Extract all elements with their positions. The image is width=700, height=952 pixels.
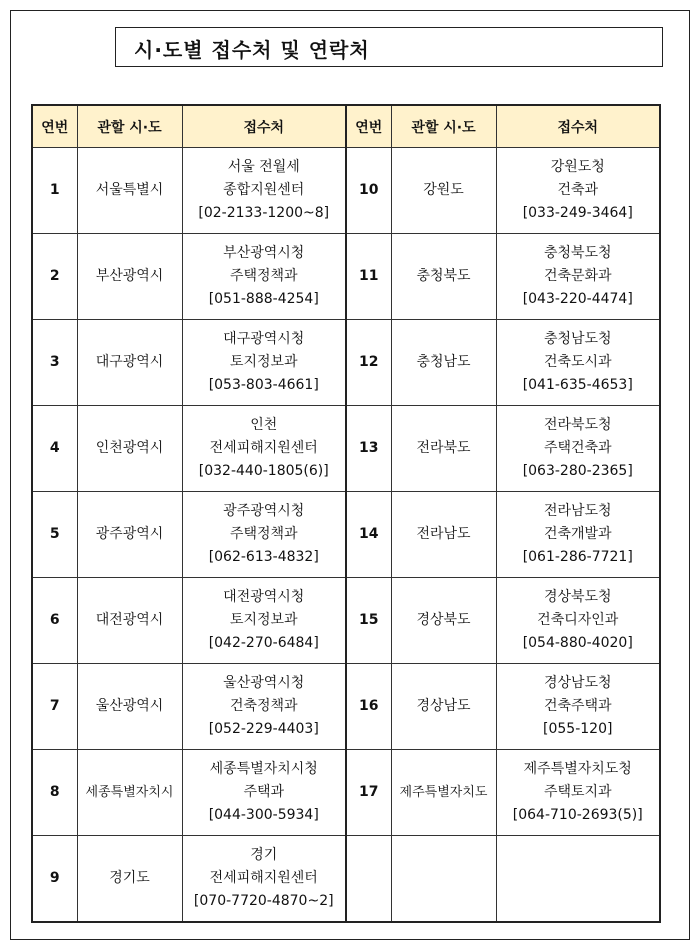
office-phone: [064-710-2693(5)]: [512, 807, 643, 823]
office-name-line: 인천: [250, 417, 278, 433]
table-row: [32, 234, 660, 320]
row-number-right: [346, 836, 391, 922]
office-name-line: 건축정책과: [229, 698, 298, 714]
table-row: [32, 492, 660, 578]
office-name-line: 전세피해지원센터: [209, 869, 318, 886]
office-name-line: 건축디자인과: [537, 612, 619, 628]
office-name-line: 주택정책과: [229, 526, 298, 542]
office-name-line: 건축과: [557, 182, 599, 198]
header-no-right: 연번: [346, 105, 391, 148]
office-name-line: 전라북도청: [543, 417, 612, 433]
region-cell-left: 대구광역시: [77, 320, 182, 406]
office-name-line: 건축주택과: [543, 698, 612, 714]
office-cell-left: [182, 492, 346, 578]
office-cell-right: [496, 320, 660, 406]
region-cell-left: 대전광역시: [77, 578, 182, 664]
office-cell-right: [496, 406, 660, 492]
office-name-line: 건축개발과: [543, 526, 612, 542]
office-cell-right: [496, 836, 660, 922]
table-row: [32, 664, 660, 750]
row-number-right: 16: [346, 664, 391, 750]
region-cell-left: 부산광역시: [77, 234, 182, 320]
office-name-line: 대전광역시청: [223, 589, 305, 605]
row-number-left: 7: [32, 664, 77, 750]
office-name-line: 전세피해지원센터: [209, 440, 318, 456]
office-phone: [062-613-4832]: [208, 549, 319, 565]
row-number-left: 1: [32, 148, 77, 234]
row-number-left: 2: [32, 234, 77, 320]
office-name-line: 제주특별자치도청: [523, 761, 632, 777]
office-cell-left: [182, 750, 346, 836]
region-cell-left: 서울특별시: [77, 148, 182, 234]
office-phone: [043-220-4474]: [522, 291, 633, 307]
header-region-right: 관할 시·도: [391, 105, 496, 148]
table-row: [32, 750, 660, 836]
office-phone: [033-249-3464]: [522, 205, 633, 221]
office-phone: [070-7720-4870~2]: [193, 892, 334, 909]
region-cell-left: 광주광역시: [77, 492, 182, 578]
row-number-left: 4: [32, 406, 77, 492]
row-number-right: 11: [346, 234, 391, 320]
office-name-line: 주택토지과: [543, 784, 612, 800]
office-cell-left: [182, 148, 346, 234]
office-name-line: 경상남도청: [543, 675, 612, 691]
office-name-line: 경기: [250, 846, 278, 863]
office-name-line: 건축도시과: [543, 354, 612, 370]
office-cell-left: [182, 578, 346, 664]
office-name-line: 세종특별자치시청: [209, 761, 318, 777]
region-cell-right: 충청북도: [391, 234, 496, 320]
office-cell-right: [496, 492, 660, 578]
office-cell-left: [182, 664, 346, 750]
office-cell-left: [182, 234, 346, 320]
region-cell-left: 경기도: [77, 836, 182, 922]
office-cell-right: [496, 750, 660, 836]
office-name-line: 대구광역시청: [223, 331, 305, 347]
office-phone: [042-270-6484]: [208, 635, 319, 651]
office-phone: [051-888-4254]: [208, 291, 319, 307]
table-row: [32, 148, 660, 234]
office-name-line: 충청북도청: [543, 245, 612, 261]
region-cell-right: 제주특별자치도: [391, 750, 496, 836]
office-name-line: 토지정보과: [229, 612, 298, 628]
office-name-line: 토지정보과: [229, 354, 298, 370]
header-region-left: 관할 시·도: [77, 105, 182, 148]
region-cell-right: 전라남도: [391, 492, 496, 578]
region-cell-right: 경상남도: [391, 664, 496, 750]
region-cell-left: 인천광역시: [77, 406, 182, 492]
office-phone: [041-635-4653]: [522, 377, 633, 393]
office-name-line: 강원도청: [550, 159, 605, 175]
office-name-line: 울산광역시청: [223, 675, 305, 691]
title-box: [115, 27, 663, 67]
row-number-right: 14: [346, 492, 391, 578]
office-phone: [053-803-4661]: [208, 377, 319, 393]
office-name-line: 주택과: [243, 784, 285, 800]
office-phone: [063-280-2365]: [522, 463, 633, 479]
region-cell-right: 충청남도: [391, 320, 496, 406]
region-cell-right: 강원도: [391, 148, 496, 234]
office-name-line: 주택정책과: [229, 268, 298, 284]
contacts-table: [31, 104, 661, 923]
row-number-left: 8: [32, 750, 77, 836]
office-name-line: 전라남도청: [543, 503, 612, 519]
table-row: [32, 578, 660, 664]
row-number-right: 12: [346, 320, 391, 406]
table-row: [32, 320, 660, 406]
office-cell-left: [182, 406, 346, 492]
office-name-line: 건축문화과: [543, 268, 612, 284]
office-name-line: 경상북도청: [543, 589, 612, 605]
office-name-line: 부산광역시청: [223, 245, 305, 261]
office-phone: [061-286-7721]: [522, 549, 633, 565]
region-cell-left: 세종특별자치시: [77, 750, 182, 836]
row-number-right: 17: [346, 750, 391, 836]
office-cell-left: [182, 320, 346, 406]
table-row: [32, 406, 660, 492]
office-phone: [052-229-4403]: [208, 721, 319, 737]
office-name-line: 종합지원센터: [223, 182, 305, 198]
table-row: [32, 836, 660, 922]
region-cell-right: 경상북도: [391, 578, 496, 664]
region-cell-left: 울산광역시: [77, 664, 182, 750]
office-name-line: 광주광역시청: [223, 503, 305, 519]
row-number-left: 9: [32, 836, 77, 922]
office-phone: [044-300-5934]: [208, 807, 319, 823]
office-cell-left: [182, 836, 346, 922]
row-number-right: 15: [346, 578, 391, 664]
office-cell-right: [496, 234, 660, 320]
row-number-left: 3: [32, 320, 77, 406]
header-office-left: 접수처: [182, 105, 346, 148]
office-name-line: 주택건축과: [543, 440, 612, 456]
row-number-left: 6: [32, 578, 77, 664]
row-number-right: 10: [346, 148, 391, 234]
region-cell-right: [391, 836, 496, 922]
office-phone: [055-120]: [543, 721, 613, 737]
office-phone: [054-880-4020]: [522, 635, 633, 651]
row-number-right: 13: [346, 406, 391, 492]
office-cell-right: [496, 578, 660, 664]
header-office-right: 접수처: [496, 105, 660, 148]
office-cell-right: [496, 148, 660, 234]
row-number-left: 5: [32, 492, 77, 578]
office-cell-right: [496, 664, 660, 750]
office-name-line: 충청남도청: [543, 331, 612, 347]
header-no-left: 연번: [32, 105, 77, 148]
office-phone: [02-2133-1200~8]: [198, 205, 330, 221]
region-cell-right: 전라북도: [391, 406, 496, 492]
page-title: 시·도별 접수처 및 연락처: [134, 38, 370, 62]
office-phone: [032-440-1805(6)]: [198, 463, 329, 479]
office-name-line: 서울 전월세: [227, 159, 300, 175]
table-header-row: [32, 105, 660, 148]
